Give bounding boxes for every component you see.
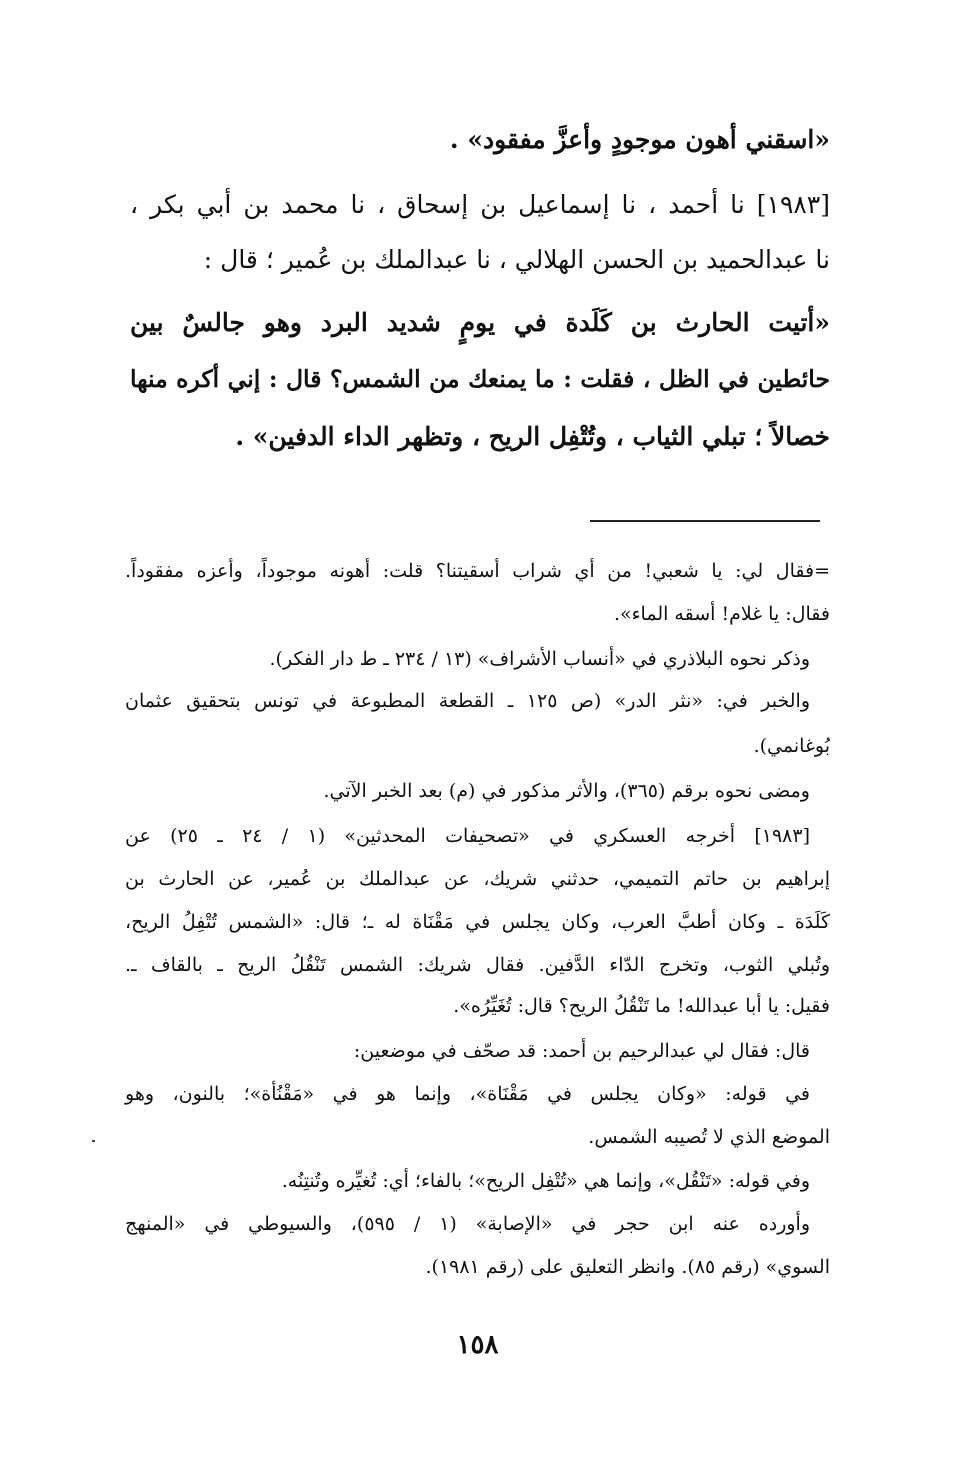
footnote-line: السوي» (رقم ٨٥). وانظر التعليق على (رقم ١٩٨١). (425, 1256, 830, 1278)
footnote-line: في قوله: «وكان يجلس في مَقْنَاة»، وإنما هو في «مَقْنُأة»؛ بالنون، وهو (125, 1083, 810, 1105)
hadith-1983-line-2: نا عبدالحميد بن الحسن الهلالي ، نا عبدالملك بن عُمير ؛ قال : (203, 245, 830, 274)
footnote-line: [١٩٨٣] أخرجه العسكري في «تصحيفات المحدثين» (١ / ٢٤ ـ ٢٥) عن (125, 825, 810, 847)
footnote-line: وفي قوله: «تَنْقُل»، وإنما هي «تُتْفِل الريح»؛ بالفاء؛ أي: تُغيِّره وتُنتِنُه. (281, 1170, 810, 1192)
footnote-line: وأورده عنه ابن حجر في «الإصابة» (١ / ٥٩٥)، والسيوطي في «المنهج (125, 1213, 810, 1235)
footnote-line: بُوغانمي). (753, 735, 830, 757)
scan-speck (92, 1140, 95, 1142)
footnote-line: فقيل: يا أبا عبدالله! ما تَنْقُلُ الريح؟ قال: تُغَيِّرُه». (453, 995, 830, 1017)
footnote-line: الموضع الذي لا تُصيبه الشمس. (588, 1126, 830, 1148)
footnote-line: إبراهيم بن حاتم التميمي، حدثني شريك، عن عبدالملك بن عُمير، عن الحارث بن (125, 868, 830, 890)
footnote-line: قال: فقال لي عبدالرحيم بن أحمد: قد صحّف في موضعين: (353, 1040, 810, 1062)
footnote-separator (590, 520, 820, 522)
footnote-line: وذكر نحوه البلاذري في «أنساب الأشراف» (١٣ / ٢٣٤ ـ ط دار الفكر). (269, 648, 810, 670)
quote-2-line-2: حائطين في الظل ، فقلت : ما يمنعك من الشمس؟ قال : إني أكره منها (130, 365, 830, 393)
page-number: ١٥٨ (456, 1330, 499, 1360)
quote-2-line-3: خصالاً ؛ تبلي الثياب ، وتُتْفِل الريح ، وتظهر الداء الدفين» . (235, 422, 830, 451)
footnote-line: كَلَدَة ـ وكان أطبَّ العرب، وكان يجلس في مَقْنَاة له ـ؛ قال: «الشمس تُتْفِلُ الريح، (125, 911, 830, 933)
quote-1-line-1: «اسقني أهون موجودٍ وأعزَّ مفقود» . (449, 125, 830, 154)
footnote-line: =فقال لي: يا شعبي! من أي شراب أسقيتنا؟ قلت: أهونه موجوداً، وأعزه مفقوداً. (125, 560, 830, 582)
footnote-line: فقال: يا غلام! أسقه الماء». (613, 603, 830, 625)
footnote-line: ومضى نحوه برقم (٣٦٥)، والأثر مذكور في (م) بعد الخبر الآتي. (323, 780, 810, 802)
footnote-line: وتُبلي الثوب، وتخرج الدّاء الدَّفين. فقال شريك: الشمس تَنْقُلُ الريح ـ بالقاف ـ. (125, 954, 830, 976)
hadith-1983-line-1: [١٩٨٣] نا أحمد ، نا إسماعيل بن إسحاق ، نا محمد بن أبي بكر ، (130, 190, 830, 219)
footnote-line: والخبر في: «نثر الدر» (ص ١٢٥ ـ القطعة المطبوعة في تونس بتحقيق عثمان (125, 690, 810, 712)
quote-2-line-1: «أتيت الحارث بن كَلَدة في يومٍ شديد البرد وهو جالسٌ بين (130, 308, 830, 337)
